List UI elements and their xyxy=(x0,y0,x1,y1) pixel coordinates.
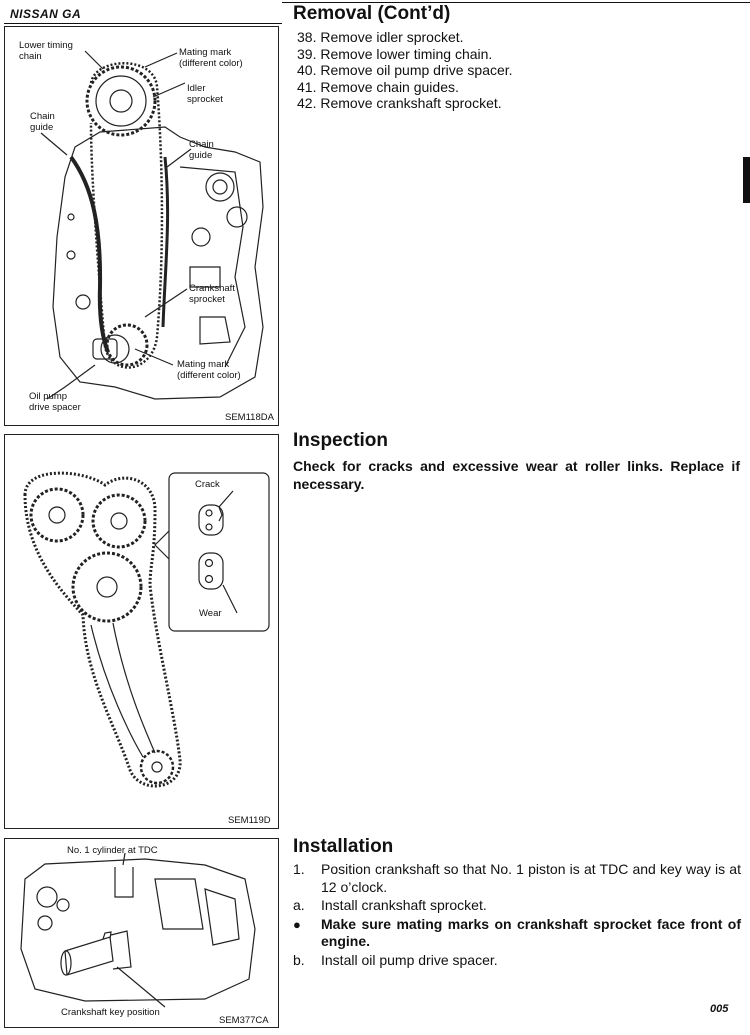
callout-wear: Wear xyxy=(199,608,222,619)
inspection-title: Inspection xyxy=(293,430,389,451)
installation-title: Installation xyxy=(293,836,394,857)
callout-chain-guide-left: Chain guide xyxy=(30,111,55,133)
installation-steps xyxy=(293,861,741,970)
inspection-text: Check for cracks and excessive wear at roller links. Replace if necessary. xyxy=(293,458,740,492)
callout-crankshaft-sprocket: Crankshaft sprocket xyxy=(189,283,235,305)
step-text: Install crankshaft sprocket. xyxy=(321,897,487,913)
bullet-marker: ● xyxy=(293,916,301,932)
callout-oil-pump-drive-spacer: Oil pump drive spacer xyxy=(29,391,81,413)
figure-timing-chain-removal xyxy=(4,26,279,426)
callout-crack: Crack xyxy=(195,479,220,490)
installation-step xyxy=(293,916,741,951)
removal-step: 42. Remove crankshaft sprocket. xyxy=(297,95,502,111)
step-marker: b. xyxy=(293,951,305,968)
figure-code: SEM377CA xyxy=(219,1015,269,1026)
header-rule xyxy=(4,23,282,24)
crankshaft-tdc-illustration xyxy=(5,839,280,1029)
removal-title: Removal (Cont’d) xyxy=(293,3,451,24)
callout-no1-cylinder-tdc: No. 1 cylinder at TDC xyxy=(67,845,158,856)
removal-step: 40. Remove oil pump drive spacer. xyxy=(297,62,513,78)
installation-step xyxy=(293,861,741,896)
callout-crankshaft-key-position: Crankshaft key position xyxy=(61,1007,160,1018)
section-tab-marker xyxy=(743,157,750,203)
callout-lower-timing-chain: Lower timing chain xyxy=(19,40,73,62)
figure-code: SEM119D xyxy=(228,815,271,826)
callout-idler-sprocket: Idler sprocket xyxy=(187,83,223,105)
step-text: Make sure mating marks on crankshaft sprocket face front of engine. xyxy=(321,915,741,949)
step-marker: 1. xyxy=(293,861,305,877)
page-number: 005 xyxy=(710,1003,729,1015)
figure-code: SEM118DA xyxy=(225,412,274,423)
removal-steps xyxy=(297,29,513,112)
callout-chain-guide-right: Chain guide xyxy=(189,139,214,161)
figure-chain-inspection xyxy=(4,434,279,829)
removal-step: 38. Remove idler sprocket. xyxy=(297,29,464,45)
figure-crankshaft-tdc xyxy=(4,838,279,1028)
step-marker: a. xyxy=(293,897,305,913)
installation-step xyxy=(293,952,741,970)
header-label: NISSAN GA xyxy=(10,7,82,21)
installation-step xyxy=(293,897,741,915)
step-text: Install oil pump drive spacer. xyxy=(321,951,498,968)
removal-step: 41. Remove chain guides. xyxy=(297,78,459,95)
step-text: Position crankshaft so that No. 1 piston is at TDC and key way is at 12 o’clock. xyxy=(321,861,741,895)
chain-inspection-illustration xyxy=(5,435,280,830)
removal-step: 39. Remove lower timing chain. xyxy=(297,45,493,62)
callout-mating-mark-bottom: Mating mark (different color) xyxy=(177,359,241,381)
callout-mating-mark-top: Mating mark (different color) xyxy=(179,47,243,69)
